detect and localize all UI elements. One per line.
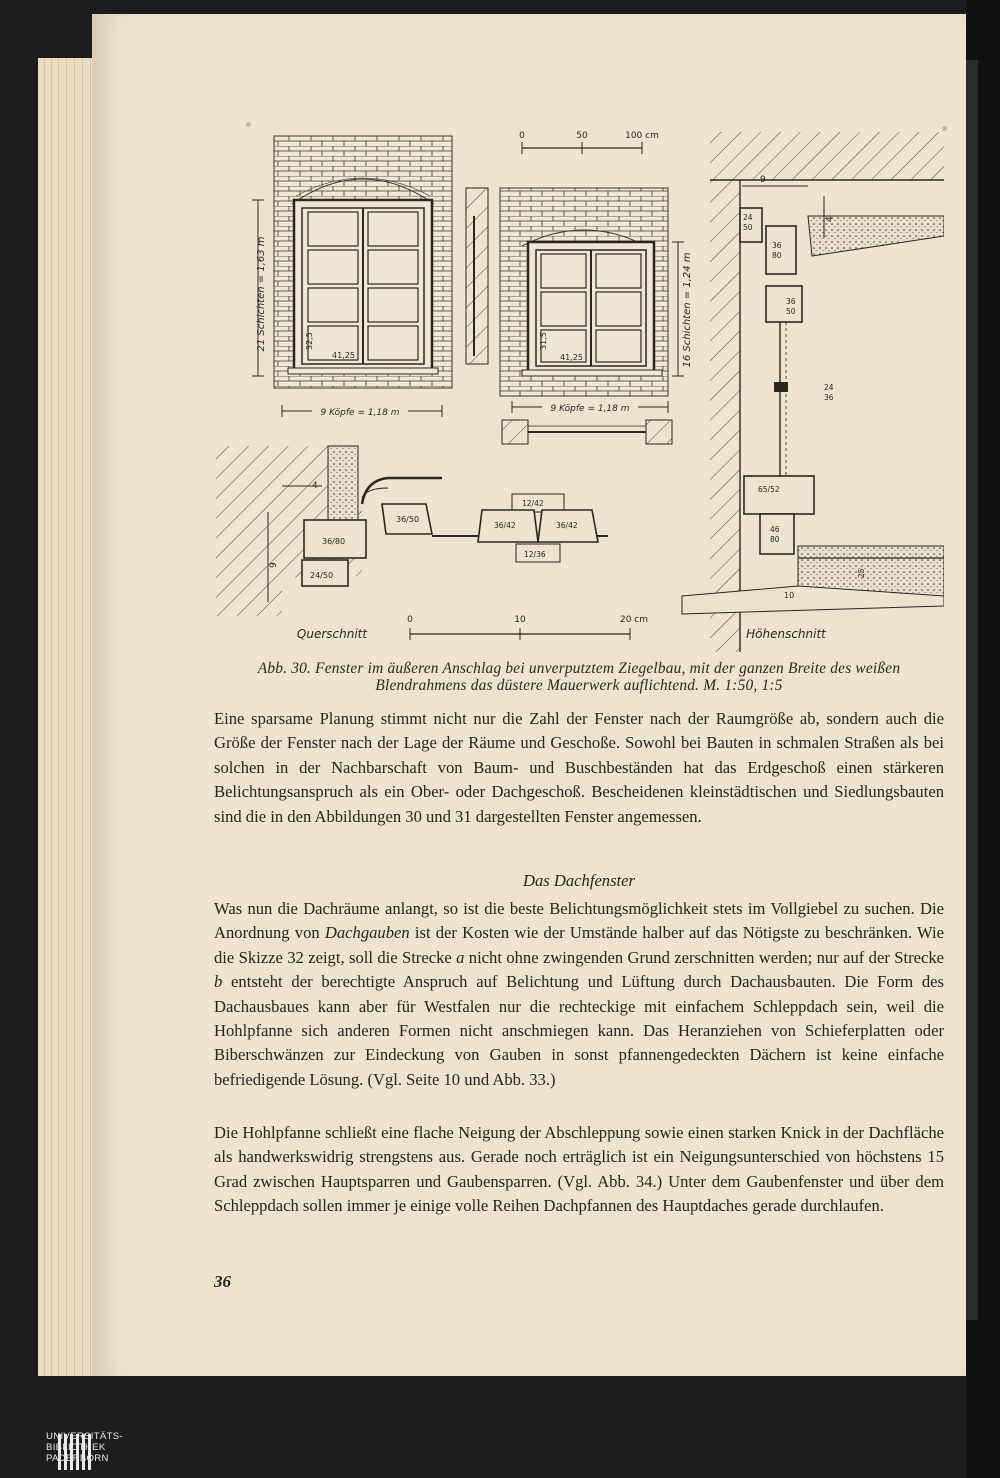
hs-dim-4: 4 (825, 216, 835, 222)
qs-label-36-50: 36/50 (396, 515, 420, 524)
paragraph-2: Was nun die Dachräume anlangt, so ist die beste Belichtungsmöglichkeit stets im Vollgiebel zu suchen. Die Anordnung von Dachgauben ist der Kosten wie der Umstände halber auf das Nötigste zu beschränken. Wie die Skizze 32 zeigt, soll die Strecke a nicht ohne zwingenden Grund zerschnitten werden; nur auf der Strecke b entsteht der berechtigte Anspruch auf Belichtung und Lüftung durch Dachausbauten. Die Form des Dachausbaues kann aber für Westfalen nur die rechteckige mit einfachem Schleppdach sein, weil die Hohlpfanne sich anderen Formen nicht anschmiegen kann. Das Heranziehen von Schieferplatten oder Biberschwänzen zur Eindeckung von Gauben in sonst pfannengedeckten Dächern ist keine einfache befriedigende Lösung. (Vgl. Seite 10 und Abb. 33.) (214, 899, 944, 1089)
caption-line-2: Blendrahmens das düstere Mauerwerk auflichtend. M. 1:50, 1:5 (375, 677, 783, 694)
wall-section-strip (466, 188, 488, 364)
hs-label-80a: 80 (772, 251, 782, 260)
paragraph-3: Die Hohlpfanne schließt eine flache Neigung der Abschleppung sowie einen starken Knick in der Dachfläche als handwerkswidrig strengstens aus. Gerade noch erträglich ist ein Neigungsunterschied von höchstens 15 Grad zwischen Hauptsparren und Gaubensparren. (Vgl. Abb. 34.) Unter dem Gaubenfenster und über dem Schleppdach sollen immer je einige volle Reihen Dachpfannen des Hauptdaches gerade durchlaufen. (214, 1123, 944, 1216)
hs-label-80b: 80 (770, 535, 780, 544)
hoehenschnitt-title: Höhenschnitt (746, 627, 826, 641)
qs-scale-20: 20 cm (619, 615, 649, 625)
figure-caption (214, 660, 944, 694)
height-section (682, 132, 944, 652)
term-a: a (456, 947, 465, 967)
left-height-label: 21 Schichten = 1,63 m (256, 236, 267, 352)
hs-label-65-52: 65/52 (758, 485, 780, 494)
right-height-label: 16 Schichten = 1,24 m (682, 252, 693, 368)
hs-label-50: 50 (743, 223, 753, 232)
hs-label-36a: 36 (772, 241, 782, 250)
left-window-elevation (252, 136, 452, 418)
right-window-elevation (500, 188, 693, 444)
qs-label-36-80: 36/80 (322, 537, 346, 546)
qs-label-24-50: 24/50 (310, 571, 334, 580)
scale-tick-50: 50 (576, 131, 588, 141)
qs-label-12-36: 12/36 (524, 550, 546, 559)
left-pane-label-1: 32,5 (305, 332, 314, 350)
right-pane-label-1: 31,5 (539, 332, 548, 350)
hs-label-36c: 36 (824, 393, 834, 402)
hs-dim-9: 9 (760, 175, 766, 185)
hs-label-50b: 50 (786, 307, 796, 316)
library-logo-text: UNIVERSITÄTS- BIBLIOTHEK PADERBORN (46, 1431, 123, 1464)
term-b: b (214, 972, 223, 992)
section-heading: Das Dachfenster (523, 871, 635, 890)
scale-tick-100: 100 cm (625, 131, 659, 141)
term-dachgauben: Dachgauben (324, 923, 410, 943)
page-number: 36 (214, 1272, 231, 1291)
left-width-label: 9 Köpfe = 1,18 m (320, 408, 400, 418)
caption-line-1: Abb. 30. Fenster im äußeren Anschlag bei unverputztem Ziegelbau, mit der ganzen Breite des weißen (257, 660, 901, 677)
hs-label-24: 24 (743, 213, 753, 222)
qs-dim-4: 4 (312, 481, 318, 491)
hs-label-10: 10 (784, 591, 795, 600)
qs-label-12-42: 12/42 (522, 499, 544, 508)
qs-label-36-42a: 36/42 (494, 521, 516, 530)
hs-label-46: 46 (770, 525, 780, 534)
qs-label-36-42b: 36/42 (556, 521, 578, 530)
right-width-label: 9 Köpfe = 1,18 m (550, 404, 630, 414)
technical-figure (212, 126, 944, 652)
scale-tick-0: 0 (519, 131, 525, 141)
scale-top (519, 131, 659, 154)
hs-label-24b: 24 (824, 383, 834, 392)
qs-scale-0: 0 (407, 615, 413, 625)
paragraph-1: Eine sparsame Planung stimmt nicht nur die Zahl der Fenster nach der Raumgröße ab, sondern auch die Größe der Fenster nach der Lage der Räume und Geschoße. Sowohl bei Bauten in schmalen Straßen als bei solchen in der Nachbarschaft von Baum- und Buschbeständen hat das Erdgeschoß einen stärkeren Belichtungsanspruch als ein Ober- oder Dachgeschoß. Bescheidenen kleinstädtischen und Siedlungsbauten sind die in den Abbildungen 30 und 31 dargestellten Fenster angemessen. (214, 709, 944, 826)
querschnitt-title: Querschnitt (296, 627, 368, 641)
hs-label-36b: 36 (786, 297, 796, 306)
hs-label-25: 25 (857, 568, 866, 578)
left-pane-label-2: 41,25 (332, 351, 355, 360)
cross-section (216, 446, 648, 641)
qs-dim-9: 9 (269, 562, 279, 568)
right-pane-label-2: 41,25 (560, 353, 583, 362)
qs-scale-10: 10 (514, 615, 526, 625)
